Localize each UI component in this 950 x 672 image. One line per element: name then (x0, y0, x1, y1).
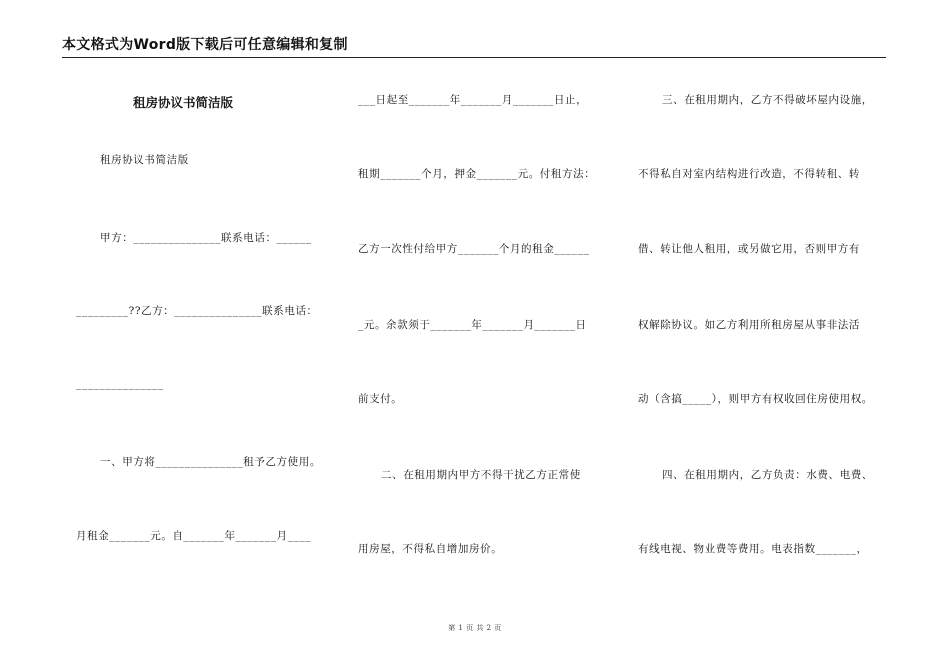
paragraph-line: 权解除协议。如乙方利用所租房屋从事非法活 (638, 319, 860, 331)
paragraph-line: 用房屋，不得私自增加房价。 (358, 543, 503, 555)
document-header: 本文格式为Word版下载后可任意编辑和复制 (62, 34, 886, 58)
paragraph-line: ___日起至_______年_______月_______日止， (358, 94, 588, 106)
paragraph-line: 前支付。 (358, 393, 403, 405)
paragraph-line: 三、在租用期内，乙方不得破坏屋内设施， (662, 94, 873, 106)
paragraph-line: _元。余款须于_______年_______月_______日 (358, 319, 587, 331)
paragraph-line: 乙方一次性付给甲方_______个月的租金______ (358, 243, 590, 255)
paragraph-line: 租期_______个月，押金_______元。付租方法： (358, 168, 596, 180)
paragraph-line: 借、转让他人租用，或另做它用，否则甲方有 (638, 243, 860, 255)
paragraph-line: 不得私自对室内结构进行改造，不得转租、转 (638, 168, 860, 180)
paragraph-line: 有线电视、物业费等费用。电表指数_______， (638, 543, 868, 555)
paragraph-line: 月租金_______元。自_______年_______月____ (76, 530, 312, 542)
paragraph-line: 动（含搞_____），则甲方有权收回住房使用权。 (638, 393, 873, 405)
paragraph-line: 二、在租用期内甲方不得干扰乙方正常使 (381, 469, 581, 481)
paragraph-line: 租房协议书简洁版 (100, 154, 189, 166)
page-number: 第 1 页 共 2 页 (448, 624, 502, 632)
paragraph-line: 一、甲方将_______________租予乙方使用。 (100, 456, 321, 468)
paragraph-line: 四、在租用期内，乙方负责：水费、电费、 (662, 469, 873, 481)
paragraph-line: 甲方：_______________联系电话：______ (100, 232, 312, 244)
paragraph-line: _______________ (76, 378, 164, 390)
paragraph-line: _________??乙方：_______________联系电话： (76, 305, 318, 317)
document-title: 租房协议书简洁版 (133, 95, 234, 110)
